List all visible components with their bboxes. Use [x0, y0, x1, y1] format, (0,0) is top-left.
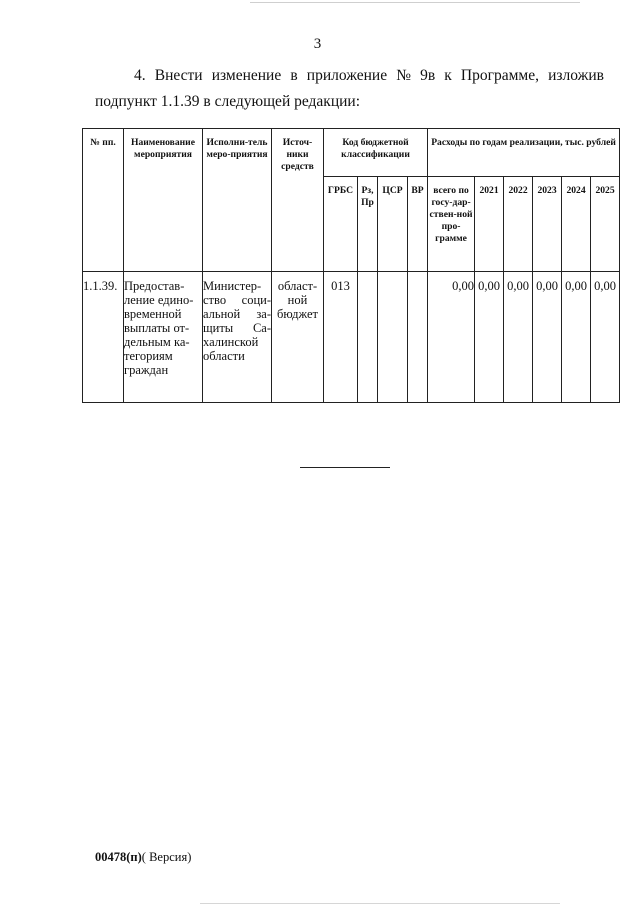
- cell-2025: 0,00: [591, 272, 620, 403]
- header-2025: 2025: [591, 177, 620, 272]
- scan-top-rule: [250, 2, 580, 3]
- header-expenses: Расходы по годам реализации, тыс. рублей: [428, 129, 620, 177]
- cell-num: 1.1.39.: [83, 272, 124, 403]
- header-name: Наименование мероприятия: [124, 129, 203, 272]
- separator-line: [300, 467, 390, 468]
- paragraph-line-2: подпункт 1.1.39 в следующей редакции:: [95, 93, 361, 110]
- header-2023: 2023: [533, 177, 562, 272]
- header-rz-pr: Рз, Пр: [358, 177, 378, 272]
- word: 4.: [134, 67, 146, 84]
- cell-total: 0,00: [428, 272, 475, 403]
- header-source: Источ-ники средств: [272, 129, 324, 272]
- table-row: [83, 272, 620, 403]
- header-2024: 2024: [562, 177, 591, 272]
- header-vr: ВР: [408, 177, 428, 272]
- word: приложение: [306, 67, 388, 84]
- cell-vr: [408, 272, 428, 403]
- cell-2023: 0,00: [533, 272, 562, 403]
- header-executor: Исполни-тель меро-приятия: [203, 129, 272, 272]
- word: 9в: [420, 67, 436, 84]
- word: Внести: [154, 67, 203, 84]
- cell-rz-pr: [358, 272, 378, 403]
- header-2021: 2021: [475, 177, 504, 272]
- word: изменение: [211, 67, 282, 84]
- expenses-table: [82, 128, 620, 403]
- cell-grbs: 013: [324, 272, 358, 403]
- cell-2021: 0,00: [475, 272, 504, 403]
- word: изложив: [548, 67, 604, 84]
- cell-csr: [378, 272, 408, 403]
- header-total: всего по госу-дар-ствен-ной про-грамме: [428, 177, 475, 272]
- table-header-row: [83, 129, 620, 177]
- header-2022: 2022: [504, 177, 533, 272]
- header-grbs: ГРБС: [324, 177, 358, 272]
- page-number: 3: [313, 36, 322, 52]
- cell-2022: 0,00: [504, 272, 533, 403]
- word: в: [290, 67, 298, 84]
- cell-source: област-ной бюджет: [272, 272, 324, 403]
- word: №: [396, 67, 411, 84]
- footer-version: ( Версия): [141, 850, 192, 864]
- word: к: [444, 67, 452, 84]
- header-budget-code: Код бюджетной классификации: [324, 129, 428, 177]
- footer-code: 00478(п): [95, 850, 142, 864]
- cell-name: Предостав-ление едино-временной выплаты от-дельным ка-тегориям граждан: [124, 272, 203, 403]
- header-num: № пп.: [83, 129, 124, 272]
- scan-bottom-rule: [200, 903, 560, 904]
- word: Программе,: [460, 67, 539, 84]
- document-footer: [95, 850, 191, 865]
- cell-2024: 0,00: [562, 272, 591, 403]
- header-csr: ЦСР: [378, 177, 408, 272]
- cell-executor: Министер-ство соци-альной за-щиты Са-халинской области: [203, 272, 272, 403]
- paragraph-line-1: [134, 67, 604, 85]
